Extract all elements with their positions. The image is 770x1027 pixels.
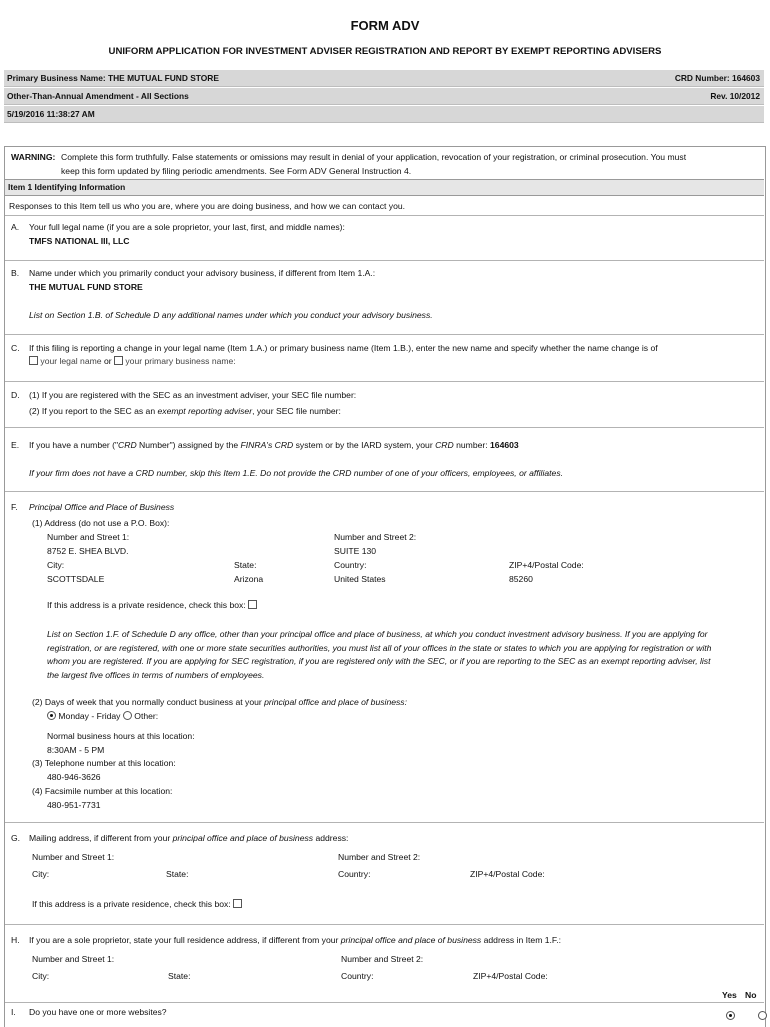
legal-name-checkbox[interactable]: [29, 356, 38, 365]
item-b-question: Name under which you primarily conduct your advisory business, if different from Item 1.A.:: [29, 268, 376, 278]
other-days-label: Other:: [134, 711, 159, 721]
country-label: Country:: [334, 560, 367, 570]
city-label: City:: [47, 560, 65, 570]
text: number:: [453, 440, 491, 450]
text: principal office and place of business:: [264, 697, 407, 707]
business-days-question: [32, 697, 407, 707]
item-g-letter: G.: [11, 833, 21, 843]
websites-yes-radio[interactable]: [726, 1011, 735, 1020]
mailing-country-label: Country:: [338, 869, 371, 879]
text: If you are a sole proprietor, state your full residence address, if different from your: [29, 935, 341, 945]
mailing-private-residence-label: If this address is a private residence, check this box:: [32, 899, 231, 909]
item-i-letter: I.: [11, 1007, 16, 1017]
no-column-header: No: [745, 990, 757, 1000]
legal-name-value: TMFS NATIONAL III, LLC: [29, 236, 130, 246]
zip-value: 85260: [509, 574, 533, 584]
mailing-state-label: State:: [166, 869, 189, 879]
item-a-letter: A.: [11, 222, 20, 232]
item1-intro: Responses to this Item tell us who you are, where you are doing business, and how we can contact you.: [9, 201, 406, 211]
text: Mailing address, if different from your: [29, 833, 173, 843]
or-label: or: [103, 356, 112, 366]
item-c-letter: C.: [11, 343, 20, 353]
divider: [5, 1002, 764, 1003]
divider: [5, 260, 764, 261]
other-days-radio[interactable]: [123, 711, 132, 720]
exempt-sec-file-number-question: [29, 406, 341, 416]
item-e-letter: E.: [11, 440, 20, 450]
street2-label: Number and Street 2:: [334, 532, 417, 542]
crd-number-question: [29, 440, 519, 450]
item1-heading: Item 1 Identifying Information: [8, 182, 126, 192]
zip-label: ZIP+4/Postal Code:: [509, 560, 584, 570]
address-label: (1) Address (do not use a P.O. Box):: [32, 518, 170, 528]
city-value: SCOTTSDALE: [47, 574, 105, 584]
primary-business-name: Primary Business Name: THE MUTUAL FUND STORE: [7, 73, 219, 83]
text: If you have a number (": [29, 440, 119, 450]
text: (2) Days of week that you normally conduct business at your: [32, 697, 265, 707]
country-value: United States: [334, 574, 386, 584]
telephone-value: 480-946-3626: [47, 772, 101, 782]
text: system or by the IARD system, your: [293, 440, 436, 450]
text: exempt reporting adviser: [157, 406, 253, 416]
divider: [5, 215, 764, 216]
private-residence-row: [47, 600, 257, 610]
item-b-note: List on Section 1.B. of Schedule D any additional names under which you conduct your advisory business.: [29, 310, 433, 320]
mailing-address-question: [29, 833, 348, 843]
name-change-options: [29, 356, 236, 366]
crd-number-value: 164603: [490, 440, 519, 450]
text: address in Item 1.F.:: [481, 935, 561, 945]
mailing-private-residence-checkbox[interactable]: [233, 899, 242, 908]
text: principal office and place of business: [340, 935, 482, 945]
item-f-note-1: List on Section 1.F. of Schedule D any office, other than your principal office and place of business, at which you conduct investment advisory business. If you are applying for: [47, 629, 708, 639]
item-f-note-2: registration, or are registered, with one or more state securities authorities, you must list all of your offices in the state or states to which you are applying for registration or with: [47, 643, 712, 653]
mailing-city-label: City:: [32, 869, 50, 879]
form-title: FORM ADV: [350, 18, 420, 33]
divider: [5, 427, 764, 428]
warning-block: [4, 146, 764, 178]
amendment-type: Other-Than-Annual Amendment - All Sections: [7, 91, 189, 101]
mailing-zip-label: ZIP+4/Postal Code:: [470, 869, 545, 879]
fax-label: (4) Facsimile number at this location:: [32, 786, 173, 796]
item-f-letter: F.: [11, 502, 18, 512]
private-residence-label: If this address is a private residence, check this box:: [47, 600, 246, 610]
business-name-option-label: your primary business name:: [125, 356, 236, 366]
timestamp: 5/19/2016 11:38:27 AM: [7, 109, 95, 119]
residence-street1-label: Number and Street 1:: [32, 954, 115, 964]
timestamp-band: [4, 106, 764, 123]
crd-number: CRD Number: 164603: [674, 73, 760, 83]
text: Number") assigned by the: [136, 440, 241, 450]
websites-question: Do you have one or more websites?: [29, 1007, 167, 1017]
business-hours-label: Normal business hours at this location:: [47, 731, 195, 741]
item-f-title: Principal Office and Place of Business: [29, 502, 175, 512]
item-h-letter: H.: [11, 935, 20, 945]
form-subtitle: UNIFORM APPLICATION FOR INVESTMENT ADVISER REGISTRATION AND REPORT BY EXEMPT REPORTING ADVISERS: [108, 46, 662, 57]
item-d-letter: D.: [11, 390, 20, 400]
item-c-question: If this filing is reporting a change in your legal name (Item 1.A.) or primary business name (Item 1.B.), enter the new name and specify whether the name change is of: [29, 343, 658, 353]
item-b-letter: B.: [11, 268, 20, 278]
text: CRD: [118, 440, 137, 450]
residence-address-question: [29, 935, 561, 945]
divider: [5, 491, 764, 492]
business-hours-value: 8:30AM - 5 PM: [47, 745, 105, 755]
fax-value: 480-951-7731: [47, 800, 101, 810]
business-days-options: [47, 711, 158, 721]
websites-no-radio[interactable]: [758, 1011, 767, 1020]
text: (2) If you report to the SEC as an: [29, 406, 158, 416]
street1-label: Number and Street 1:: [47, 532, 130, 542]
item1-heading-bar: [5, 179, 764, 196]
residence-zip-label: ZIP+4/Postal Code:: [473, 971, 548, 981]
monday-friday-radio[interactable]: [47, 711, 56, 720]
telephone-label: (3) Telephone number at this location:: [32, 758, 176, 768]
yes-column-header: Yes: [722, 990, 737, 1000]
state-value: Arizona: [234, 574, 264, 584]
divider: [5, 924, 764, 925]
residence-city-label: City:: [32, 971, 50, 981]
revision-date: Rev. 10/2012: [710, 91, 760, 101]
monday-friday-label: Monday - Friday: [58, 711, 121, 721]
warning-line-2: keep this form updated by filing periodic amendments. See Form ADV General Instruction 4.: [61, 166, 412, 176]
private-residence-checkbox[interactable]: [248, 600, 257, 609]
text: address:: [313, 833, 349, 843]
text: principal office and place of business: [172, 833, 314, 843]
divider: [5, 822, 764, 823]
item-f-note-3: whom you are registered. If you are applying for SEC registration, if you are registered only with the SEC, or if you are reporting to the SEC as an exempt reporting adviser, list: [47, 656, 711, 666]
divider: [5, 381, 764, 382]
business-name-value: THE MUTUAL FUND STORE: [29, 282, 143, 292]
item-a-question: Your full legal name (if you are a sole proprietor, your last, first, and middle names):: [29, 222, 345, 232]
street1-value: 8752 E. SHEA BLVD.: [47, 546, 129, 556]
residence-country-label: Country:: [341, 971, 374, 981]
sec-file-number-question: (1) If you are registered with the SEC as an investment adviser, your SEC file number:: [29, 390, 357, 400]
mailing-street1-label: Number and Street 1:: [32, 852, 115, 862]
form-body: [4, 146, 766, 1027]
warning-line-1: Complete this form truthfully. False statements or omissions may result in denial of your application, revocation of your registration, or criminal prosecution. You must: [61, 152, 687, 162]
residence-state-label: State:: [168, 971, 191, 981]
warning-label: WARNING:: [11, 152, 56, 162]
residence-street2-label: Number and Street 2:: [341, 954, 424, 964]
legal-name-option-label: your legal name: [40, 356, 102, 366]
text: , your SEC file number:: [252, 406, 341, 416]
business-name-checkbox[interactable]: [114, 356, 123, 365]
street2-value: SUITE 130: [334, 546, 377, 556]
item-f-note-4: the largest five offices in terms of numbers of employees.: [47, 670, 265, 680]
state-label: State:: [234, 560, 257, 570]
amendment-band: [4, 88, 764, 105]
mailing-private-residence-row: [32, 899, 242, 909]
business-name-band: [4, 70, 764, 87]
mailing-street2-label: Number and Street 2:: [338, 852, 421, 862]
divider: [5, 334, 764, 335]
text: FINRA's CRD: [240, 440, 294, 450]
text: CRD: [435, 440, 454, 450]
item-e-note: If your firm does not have a CRD number, skip this Item 1.E. Do not provide the CRD number of one of your officers, employees, or affiliates.: [29, 468, 564, 478]
